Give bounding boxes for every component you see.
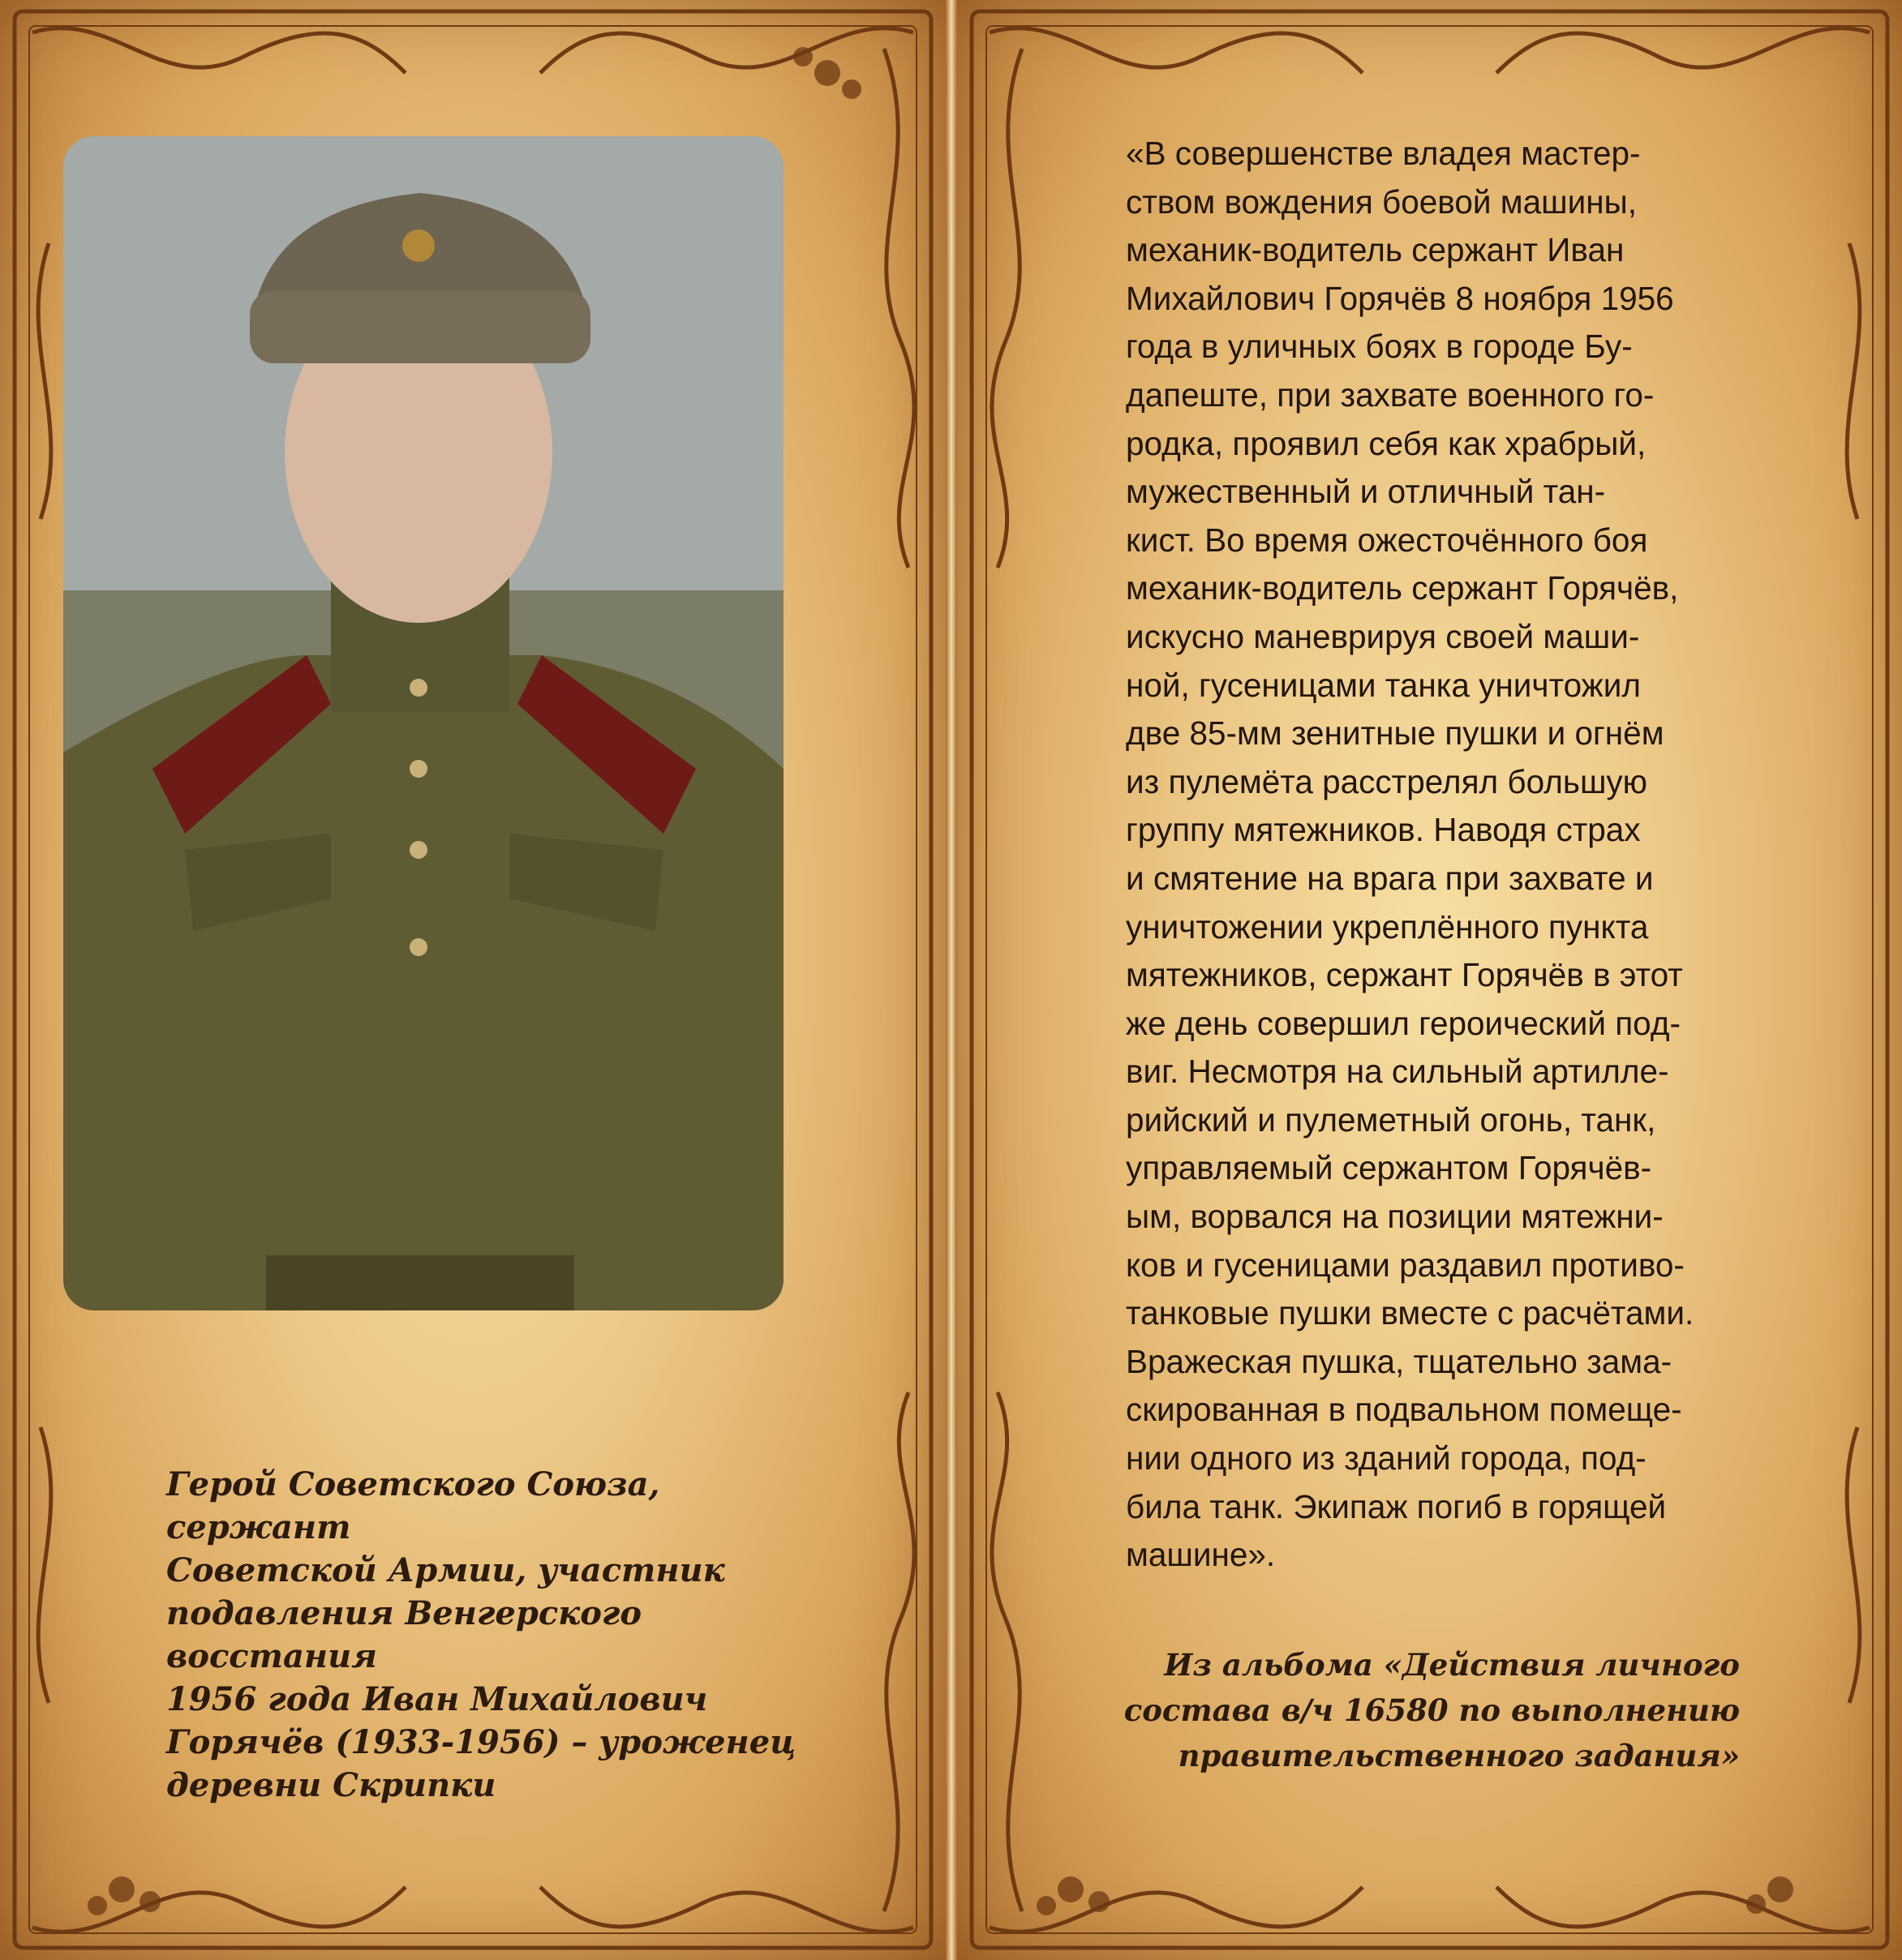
- left-page: [0, 0, 946, 1960]
- soldier-portrait-photo: [63, 136, 784, 1310]
- citation-text: «В совершенстве владея мастер- ством вождения боевой машины, механик-водитель сержант Иван Михайлович Горячёв 8 ноября 1956 года в уличных боях в городе Бу- дапеште, при захвате военного го- родка, проявил себя как храбрый, мужественный и отличный тан- кист. Во время ожесточённого боя механик-водитель сержант Горячёв, искусно маневрируя своей маши- ной, гусеницами танка уничтожил две 85-мм зенитные пушки и огнём из пулемёта расстрелял большую группу мятежников. Наводя страх и смятение на врага при захвате и уничтожении укреплённого пункта мятежников, сержант Горячёв в этот же день совершил героический под- виг. Несмотря на сильный артилле- рийский и пулеметный огонь, танк, управляемый сержантом Горячёв- ым, ворвался на позиции мятежни- ков и гусеницами раздавил противо- танковые пушки вместе с расчётами. Вражеская пушка, тщательно зама- скированная в подвальном помеще- нии одного из зданий города, под- била танк. Экипаж погиб в горящей машине».: [1126, 135, 1694, 1574]
- citation-source: Из альбома «Действия личного состава в/ч 16580 по выполнению правительственного задания»: [1123, 1647, 1740, 1773]
- page-fold: [946, 0, 957, 1960]
- portrait-photo-icon: [63, 136, 784, 1310]
- portrait-caption: Герой Советского Союза, сержант Советской Армии, участник подавления Венгерского восстания 1956 года Иван Михайлович Горячёв (1933-1956) – уроженец деревни Скрипки: [166, 1465, 796, 1804]
- right-page: [957, 0, 1902, 1960]
